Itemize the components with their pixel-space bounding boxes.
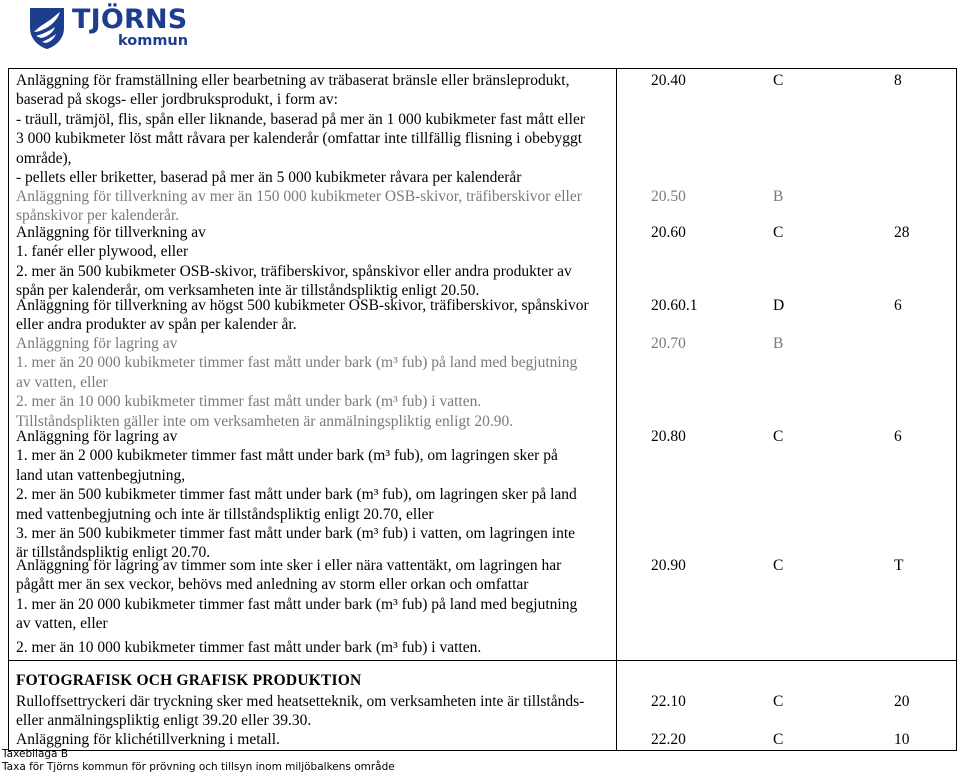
- row-description: [16, 556, 616, 657]
- description-line: 2. mer än 500 kubikmeter timmer fast mått under bark (m³ fub), om lagringen sker på land: [16, 486, 577, 504]
- row-description: [16, 427, 616, 563]
- row-code: 20.60: [651, 224, 686, 241]
- description-line: 2. mer än 10 000 kubikmeter timmer fast mått under bark (m³ fub) i vatten.: [16, 638, 482, 656]
- row-description: [16, 71, 616, 187]
- description-line: 1. mer än 2 000 kubikmeter timmer fast mått under bark (m³ fub), om lagringen sker på: [16, 447, 558, 465]
- description-line: spånskivor per kalenderår.: [16, 207, 180, 225]
- description-line: 1. fanér eller plywood, eller: [16, 243, 189, 261]
- row-code: 20.90: [651, 557, 686, 574]
- table-border-bottom: [8, 750, 957, 751]
- description-line: Anläggning för klichétillverkning i metall.: [16, 731, 280, 748]
- row-fee: 20: [894, 693, 910, 710]
- row-description: [16, 692, 616, 731]
- description-line: spån per kalenderår, om verksamheten inte är tillståndspliktig enligt 20.50.: [16, 282, 480, 300]
- description-line: - träull, trämjöl, flis, spån eller liknande, baserad på mer än 1 000 kubikmeter fast mått eller: [16, 110, 586, 128]
- description-line: av vatten, eller: [16, 373, 108, 391]
- row-class: B: [773, 335, 784, 352]
- description-line: Anläggning för lagring av timmer som inte sker i eller nära vattentäkt, om lagringen har: [16, 557, 562, 574]
- row-description: [16, 334, 616, 431]
- description-line: Anläggning för tillverkning av: [16, 224, 206, 241]
- row-class: C: [773, 693, 784, 710]
- row-code: 20.50: [651, 188, 686, 205]
- footer-appendix: Taxebilaga B: [2, 748, 69, 760]
- table-border-right: [956, 68, 957, 751]
- section-divider: [8, 660, 957, 661]
- brand-name: TJÖRNS: [72, 4, 188, 35]
- description-line: land utan vattenbegjutning,: [16, 466, 186, 484]
- description-line: Anläggning för lagring av: [16, 335, 178, 352]
- description-line: eller anmälningspliktig enligt 39.20 eller 39.30.: [16, 712, 312, 730]
- description-line: med vattenbegjutning och inte är tillståndspliktig enligt 20.70, eller: [16, 505, 434, 523]
- row-code: 20.80: [651, 428, 686, 445]
- row-code: 20.70: [651, 335, 686, 352]
- description-line: Anläggning för lagring av: [16, 428, 178, 445]
- description-line: Anläggning för tillverkning av mer än 150 000 kubikmeter OSB-skivor, träfiberskivor eller: [16, 188, 582, 205]
- row-class: C: [773, 428, 784, 445]
- description-line: FOTOGRAFISK OCH GRAFISK PRODUKTION: [16, 672, 362, 689]
- section-heading-text: [16, 671, 616, 690]
- row-class: B: [773, 188, 784, 205]
- description-line: 3. mer än 500 kubikmeter timmer fast mått under bark (m³ fub) i vatten, om lagringen inte: [16, 525, 576, 543]
- row-code: 20.60.1: [651, 297, 698, 314]
- row-fee: T: [894, 557, 904, 574]
- row-description: [16, 296, 616, 335]
- footer-title: Taxa för Tjörns kommun för prövning och tillsyn inom miljöbalkens område: [2, 761, 395, 773]
- row-fee: 8: [894, 72, 902, 89]
- description-line: baserad på skogs- eller jordbruksprodukt, i form av:: [16, 91, 338, 109]
- row-description: [16, 223, 616, 301]
- row-class: C: [773, 731, 784, 748]
- description-line: Tillståndsplikten gäller inte om verksamheten är anmälningspliktig enligt 20.90.: [16, 412, 514, 430]
- row-class: C: [773, 557, 784, 574]
- row-code: 20.40: [651, 72, 686, 89]
- row-code: 22.20: [651, 731, 686, 748]
- row-description: [16, 187, 616, 226]
- description-line: 3 000 kubikmeter löst mått råvara per kalenderår (omfattar inte tillfällig flisning i obebyggt: [16, 130, 583, 148]
- description-line: av vatten, eller: [16, 615, 108, 633]
- row-fee: 6: [894, 297, 902, 314]
- description-line: område),: [16, 149, 72, 167]
- coat-of-arms-icon: [28, 6, 66, 50]
- description-line: eller andra produkter av spån per kalender år.: [16, 316, 297, 334]
- description-line: 2. mer än 10 000 kubikmeter timmer fast mått under bark (m³ fub) i vatten.: [16, 393, 482, 411]
- description-line: 1. mer än 20 000 kubikmeter timmer fast mått under bark (m³ fub) på land med begjutning: [16, 595, 578, 613]
- description-line: är tillståndspliktig enligt 20.70.: [16, 544, 211, 562]
- description-line: - pellets eller briketter, baserad på mer än 5 000 kubikmeter råvara per kalenderår: [16, 169, 522, 187]
- column-divider: [616, 68, 617, 751]
- row-class: D: [773, 297, 785, 314]
- row-class: C: [773, 224, 784, 241]
- table-border-left: [8, 68, 9, 751]
- description-line: 1. mer än 20 000 kubikmeter timmer fast mått under bark (m³ fub) på land med begjutning: [16, 354, 578, 372]
- description-line: Anläggning för tillverkning av högst 500 kubikmeter OSB-skivor, träfiberskivor, spånskivor: [16, 297, 589, 314]
- row-fee: 6: [894, 428, 902, 445]
- table-border-top: [8, 68, 957, 69]
- description-line: Rulloffsettryckeri där tryckning sker med heatsetteknik, om verksamheten inte är tillstånds-: [16, 693, 585, 710]
- row-fee: 10: [894, 731, 910, 748]
- row-fee: 28: [894, 224, 910, 241]
- row-description: [16, 730, 616, 749]
- description-line: 2. mer än 500 kubikmeter OSB-skivor, träfiberskivor, spånskivor eller andra produkter av: [16, 262, 572, 280]
- description-line: pågått mer än sex veckor, behövs med anledning av storm eller orkan och omfattar: [16, 576, 529, 594]
- row-class: C: [773, 72, 784, 89]
- brand-subtitle: kommun: [118, 33, 189, 49]
- row-code: 22.10: [651, 693, 686, 710]
- description-line: Anläggning för framställning eller bearbetning av träbaserat bränsle eller bränsleprodukt,: [16, 72, 570, 89]
